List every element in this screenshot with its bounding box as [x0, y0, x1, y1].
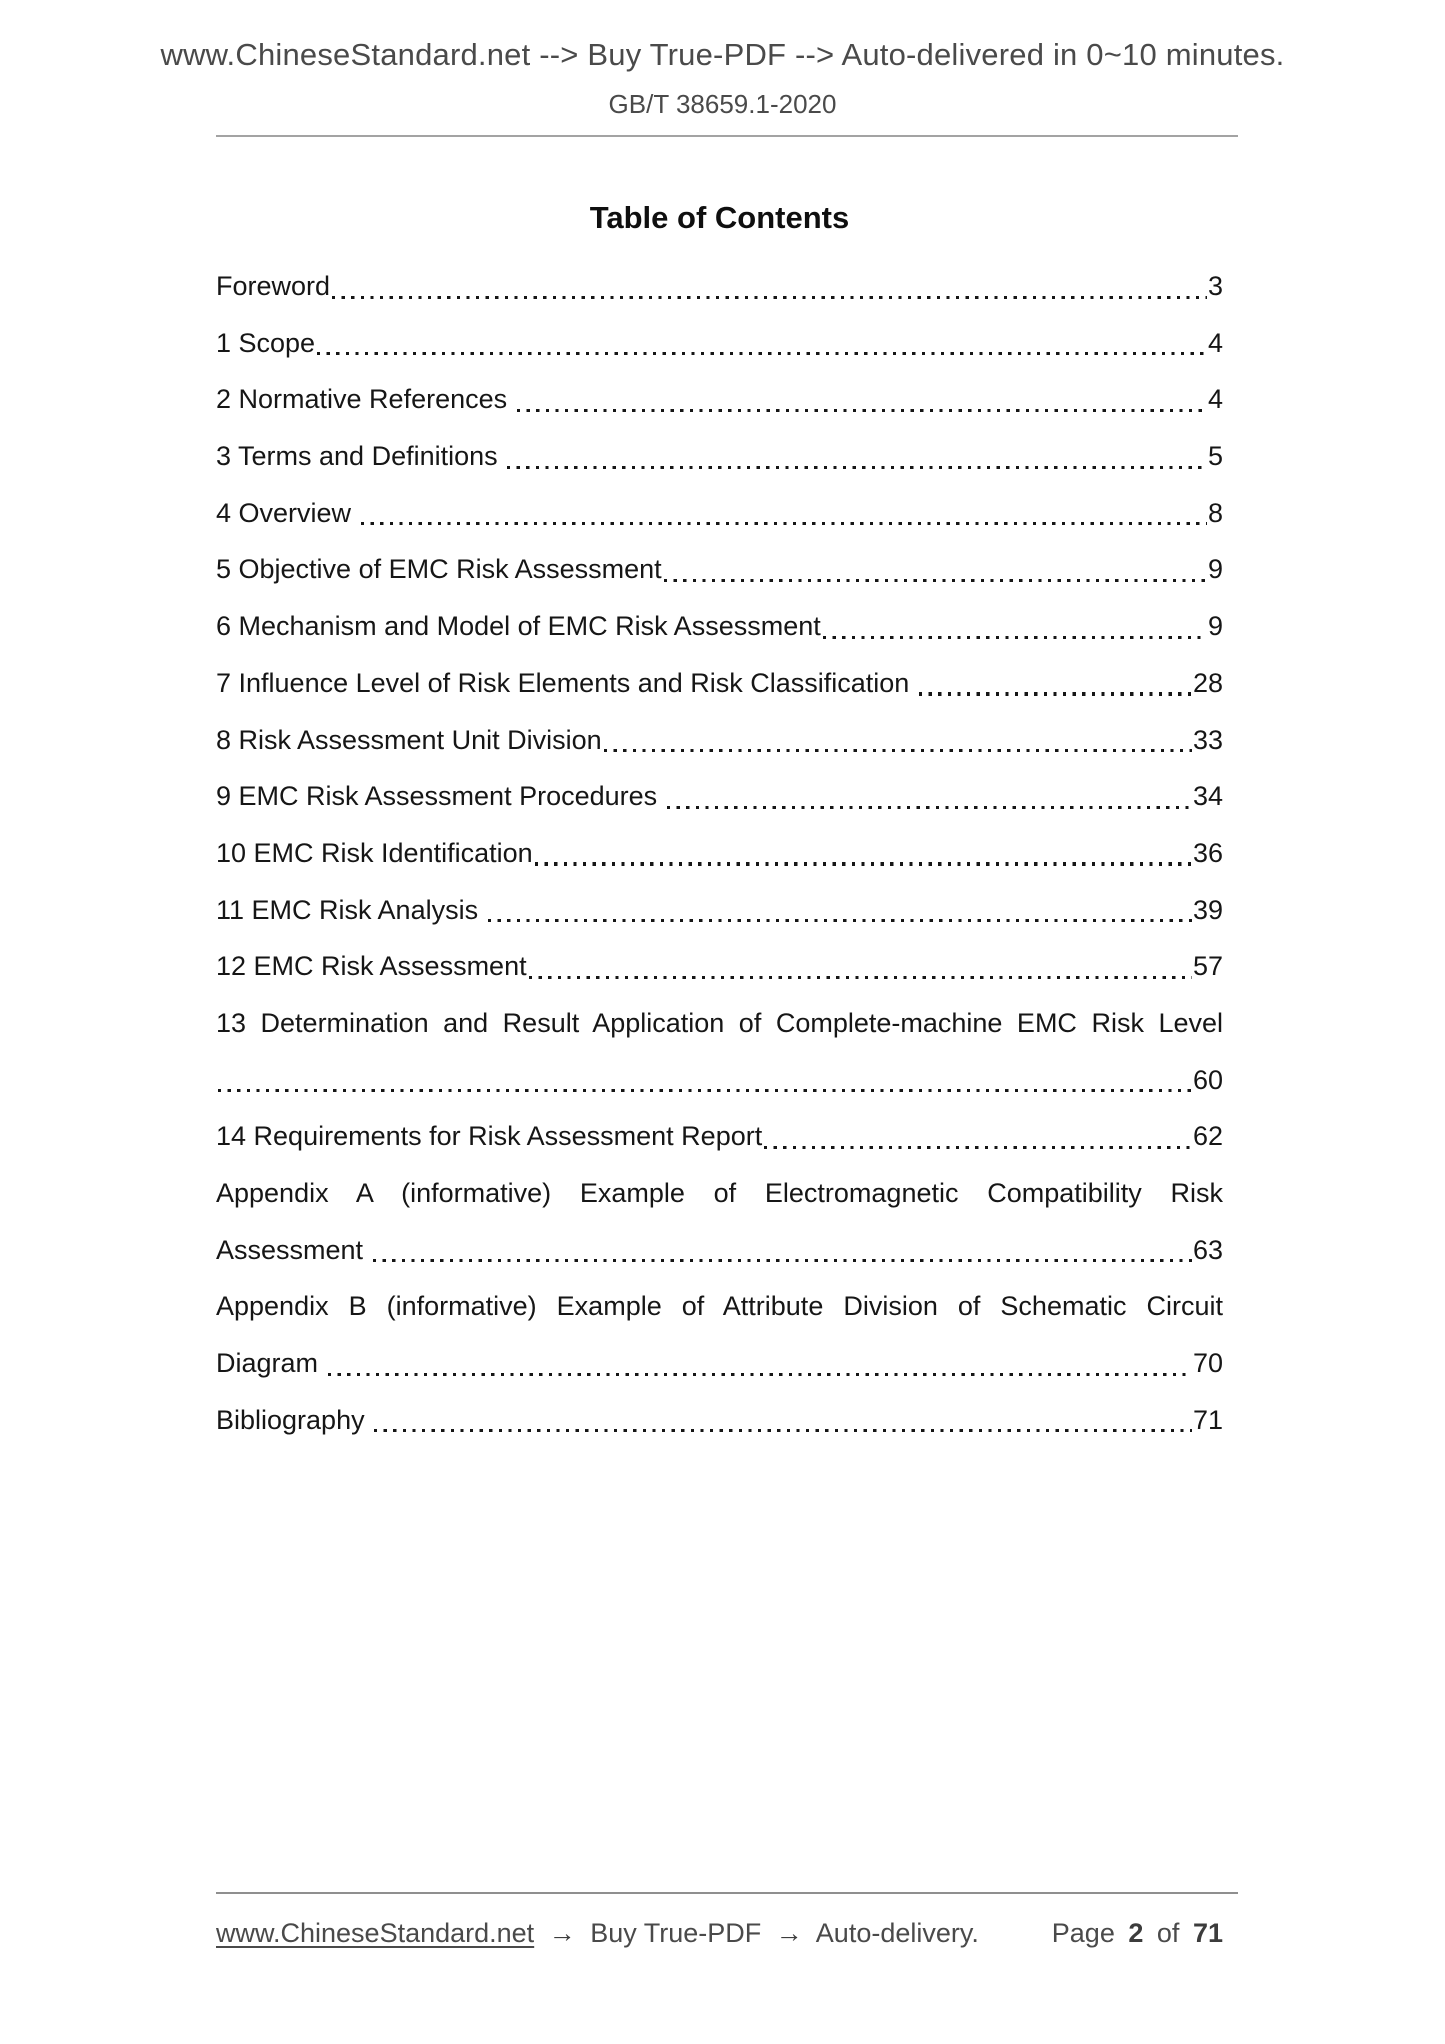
toc-page-number: 70: [1192, 1348, 1223, 1379]
page-indicator: [1046, 1917, 1223, 1949]
toc-page-number: 36: [1192, 837, 1223, 868]
toc-row: [216, 768, 1223, 825]
toc-page-number: 71: [1192, 1404, 1223, 1435]
toc-entry-label: 3 Terms and Definitions: [216, 441, 506, 472]
dot-leader: [315, 315, 1208, 372]
toc-page-number: 62: [1192, 1121, 1223, 1152]
toc-entry-label: 8 Risk Assessment Unit Division: [216, 724, 602, 755]
toc-entry-label: Foreword: [216, 271, 331, 301]
toc-row: [216, 541, 1223, 598]
dot-leader: [665, 768, 1193, 825]
dot-leader: [326, 1335, 1193, 1392]
toc-row: [216, 655, 1223, 712]
dot-leader: [533, 825, 1193, 882]
toc-page-number: 57: [1192, 951, 1223, 982]
header-divider: [216, 135, 1238, 137]
toc-row: [216, 1222, 1223, 1279]
footer-promo: [216, 1917, 979, 1949]
arrow-right-icon: →: [775, 1918, 803, 1948]
dot-leader: [216, 1052, 1193, 1109]
toc-entry-label: 6 Mechanism and Model of EMC Risk Assessment: [216, 611, 821, 642]
toc-row: [216, 1165, 1223, 1222]
toc-row: [216, 428, 1223, 485]
toc-page-number: 39: [1192, 894, 1223, 925]
toc-page-number: 9: [1207, 554, 1223, 585]
toc-page-number: 60: [1192, 1064, 1223, 1095]
toc-entry-label: 14 Requirements for Risk Assessment Report: [216, 1121, 763, 1152]
dot-leader: [515, 371, 1208, 428]
toc-row: [216, 485, 1223, 542]
current-page-number: 2: [1128, 1918, 1144, 1948]
toc-page-number: 8: [1207, 497, 1223, 528]
toc-row: [216, 712, 1223, 769]
toc-row: [216, 1052, 1223, 1109]
dot-leader: [372, 1392, 1193, 1449]
dot-leader: [602, 712, 1193, 769]
toc-row: [216, 1278, 1223, 1335]
footer-link[interactable]: www.ChineseStandard.net: [216, 1918, 535, 1948]
footer: [216, 1917, 1223, 1949]
header-banner: www.ChineseStandard.net --> Buy True-PDF --> Auto-delivered in 0~10 minutes.: [160, 37, 1285, 72]
toc-row: [216, 258, 1223, 315]
document-number: GB/T 38659.1-2020: [608, 89, 837, 119]
toc-entry-label: Diagram: [216, 1348, 326, 1379]
dot-leader: [821, 598, 1208, 655]
dot-leader: [662, 541, 1208, 598]
dot-leader: [762, 1108, 1193, 1165]
footer-divider: [216, 1892, 1238, 1894]
footer-text-buy: Buy True-PDF: [590, 1918, 762, 1948]
toc-row: [216, 371, 1223, 428]
toc-row: [216, 1392, 1223, 1449]
toc-entry-label: 4 Overview: [216, 497, 359, 528]
toc-row: [216, 882, 1223, 939]
arrow-right-icon: →: [548, 1918, 576, 1948]
toc-entry-label: 10 EMC Risk Identification: [216, 837, 533, 868]
toc-page-number: 3: [1207, 271, 1223, 301]
toc-row: [216, 598, 1223, 655]
footer-text-delivery: Auto-delivery.: [815, 1918, 979, 1948]
dot-leader: [505, 428, 1208, 485]
dot-leader: [917, 655, 1193, 712]
toc-entry-label: 5 Objective of EMC Risk Assessment: [216, 554, 662, 585]
page-word: Page: [1051, 1918, 1115, 1948]
dot-leader: [527, 938, 1193, 995]
toc-row: [216, 995, 1223, 1052]
of-word: of: [1156, 1918, 1180, 1948]
toc-row: [216, 315, 1223, 372]
toc-page-number: 28: [1192, 667, 1223, 698]
page-title: Table of Contents: [589, 200, 850, 235]
toc-row: [216, 938, 1223, 995]
dot-leader: [486, 882, 1193, 939]
toc-entry-label: 2 Normative References: [216, 384, 515, 415]
toc-page-number: 33: [1192, 724, 1223, 755]
toc-row: [216, 1108, 1223, 1165]
toc-entry-label: 9 EMC Risk Assessment Procedures: [216, 781, 665, 812]
dot-leader: [371, 1222, 1193, 1279]
dot-leader: [330, 258, 1208, 315]
toc-entry-label: 7 Influence Level of Risk Elements and Risk Classification: [216, 667, 917, 698]
toc-entry-label: 1 Scope: [216, 327, 316, 358]
toc-page-number: 5: [1207, 441, 1223, 472]
toc-page-number: 9: [1207, 611, 1223, 642]
toc-entry-label: 13 Determination and Result Application of Complete-machine EMC Risk Level: [216, 1007, 1223, 1038]
toc-entry-label: Appendix B (informative) Example of Attribute Division of Schematic Circuit: [216, 1291, 1223, 1322]
toc-row: [216, 825, 1223, 882]
toc-entry-label: Assessment: [216, 1234, 371, 1265]
toc-page-number: 63: [1192, 1234, 1223, 1265]
table-of-contents: [216, 258, 1223, 1448]
toc-row: [216, 1335, 1223, 1392]
toc-entry-label: 11 EMC Risk Analysis: [216, 894, 486, 925]
dot-leader: [359, 485, 1208, 542]
toc-page-number: 34: [1192, 781, 1223, 812]
toc-entry-label: 12 EMC Risk Assessment: [216, 951, 527, 982]
toc-entry-label: Bibliography: [216, 1404, 373, 1435]
toc-page-number: 4: [1207, 384, 1223, 415]
total-page-count: 71: [1192, 1918, 1223, 1948]
toc-page-number: 4: [1207, 327, 1223, 358]
toc-entry-label: Appendix A (informative) Example of Electromagnetic Compatibility Risk: [216, 1178, 1223, 1208]
